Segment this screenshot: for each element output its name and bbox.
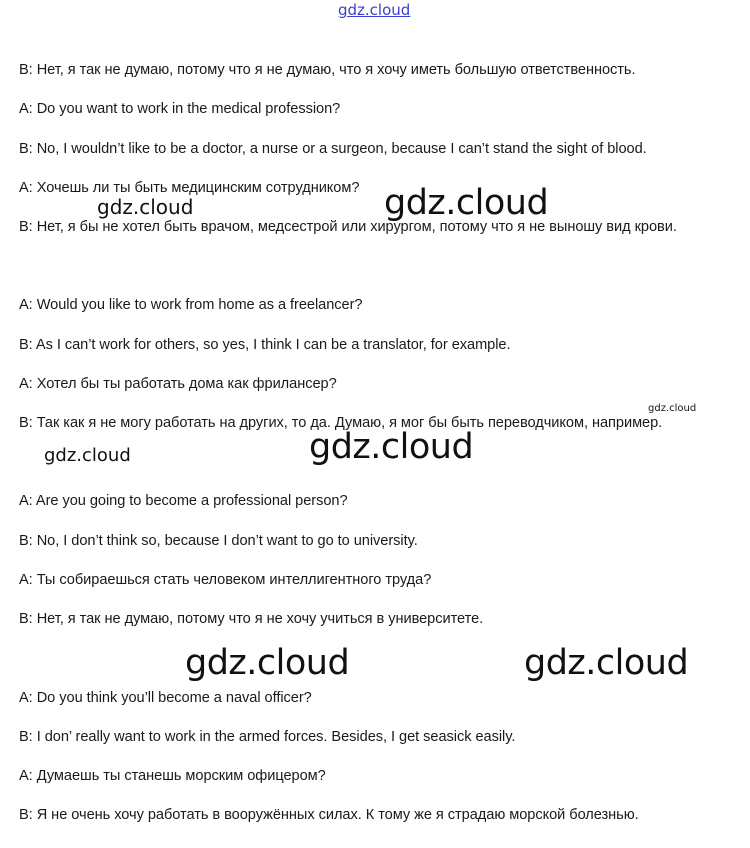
dialogue-1-line-2: A: Do you want to work in the medical profession?	[19, 101, 341, 117]
dialogue-1-line-4: A: Хочешь ли ты быть медицинским сотрудником?	[19, 180, 360, 196]
dialogue-2-line-3: A: Хотел бы ты работать дома как фрилансер?	[19, 376, 337, 392]
dialogue-3-line-4: B: Нет, я так не думаю, потому что я не хочу учиться в университете.	[19, 611, 484, 627]
watermark-text: gdz.cloud	[185, 643, 350, 683]
dialogue-4-line-2: B: I don’ really want to work in the armed forces. Besides, I get seasick easily.	[19, 729, 516, 745]
watermark-text: gdz.cloud	[309, 427, 474, 467]
watermark-text: gdz.cloud	[648, 403, 697, 414]
dialogue-4-line-1: A: Do you think you’ll become a naval officer?	[19, 690, 312, 706]
dialogue-4-line-3: A: Думаешь ты станешь морским офицером?	[19, 768, 326, 784]
watermark-text: gdz.cloud	[524, 643, 689, 683]
top-watermark-link[interactable]: gdz.cloud	[338, 1, 411, 19]
dialogue-3-line-1: A: Are you going to become a professional person?	[19, 493, 348, 509]
watermark-text: gdz.cloud	[384, 183, 549, 223]
dialogue-1-line-1: B: Нет, я так не думаю, потому что я не думаю, что я хочу иметь большую ответственность.	[19, 62, 636, 78]
dialogue-1-line-3: B: No, I wouldn’t like to be a doctor, a nurse or a surgeon, because I can’t stand the sight of blood.	[19, 141, 647, 157]
watermark-text: gdz.cloud	[44, 445, 131, 466]
dialogue-3-line-3: A: Ты собираешься стать человеком интеллигентного труда?	[19, 572, 432, 588]
dialogue-3-line-2: B: No, I don’t think so, because I don’t want to go to university.	[19, 533, 418, 549]
watermark-text: gdz.cloud	[97, 195, 194, 219]
dialogue-4-line-4: B: Я не очень хочу работать в вооружённых силах. К тому же я страдаю морской болезнью.	[19, 807, 639, 823]
dialogue-2-line-1: A: Would you like to work from home as a freelancer?	[19, 297, 363, 313]
dialogue-2-line-4: B: Так как я не могу работать на других, то да. Думаю, я мог бы быть переводчиком, например.	[19, 415, 663, 431]
dialogue-2-line-2: B: As I can’t work for others, so yes, I think I can be a translator, for example.	[19, 337, 511, 353]
dialogue-1-line-5: B: Нет, я бы не хотел быть врачом, медсестрой или хирургом, потому что я не выношу вид крови.	[19, 219, 677, 235]
